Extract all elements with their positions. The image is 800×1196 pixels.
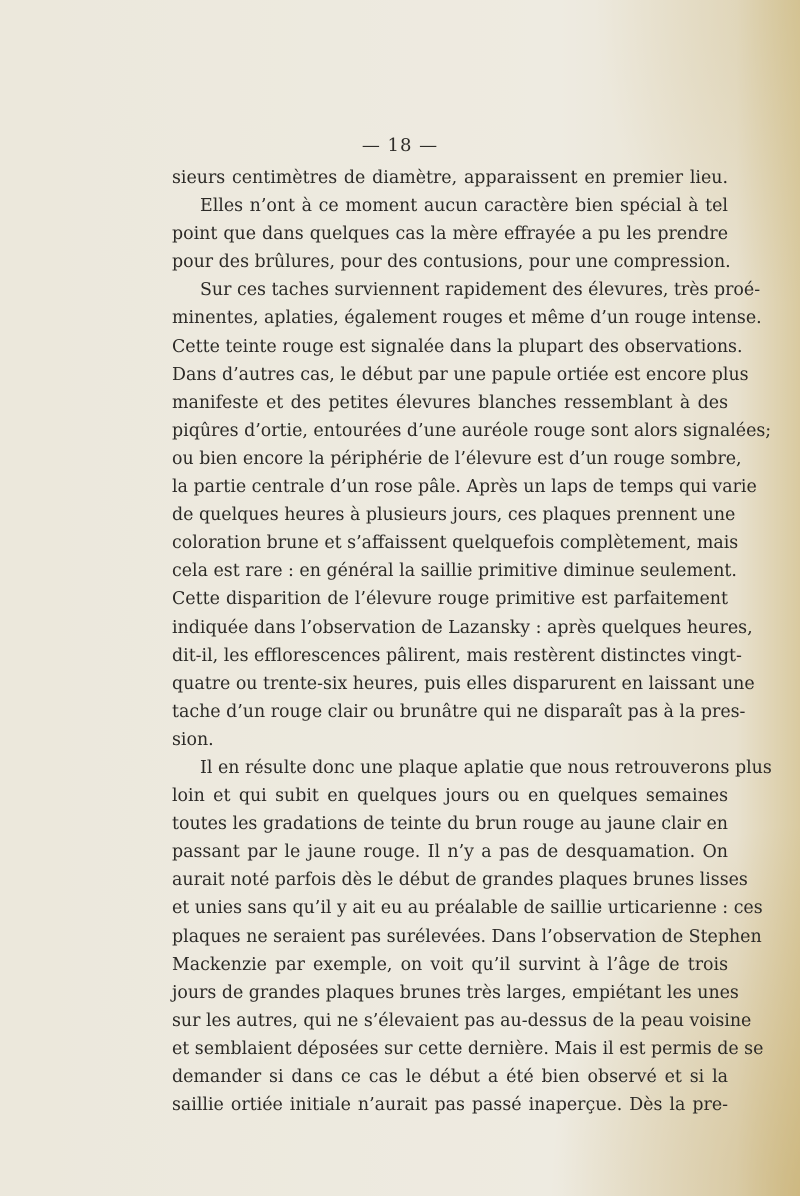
text-line: Mackenzie par exemple, on voit qu’il survint à l’âge de trois [172, 954, 728, 975]
text-line: Cette teinte rouge est signalée dans la plupart des observations. [172, 336, 743, 357]
text-line: point que dans quelques cas la mère effrayée a pu les prendre [172, 224, 728, 245]
page-number: — 18 — [361, 135, 439, 156]
text-line: piqûres d’ortie, entourées d’une auréole rouge sont alors signalées; [172, 420, 772, 441]
text-line: ou bien encore la périphérie de l’élevure est d’un rouge sombre, [172, 448, 742, 469]
text-line: Elles n’ont à ce moment aucun caractère bien spécial à tel [200, 196, 728, 217]
text-line: et unies sans qu’il y ait eu au préalable de saillie urticarienne : ces [172, 898, 763, 919]
text-line: de quelques heures à plusieurs jours, ces plaques prennent une [172, 505, 736, 526]
text-line: toutes les gradations de teinte du brun rouge au jaune clair en [172, 814, 728, 835]
text-line: jours de grandes plaques brunes très larges, empiétant les unes [172, 982, 739, 1003]
text-line: Dans d’autres cas, le début par une papule ortiée est encore plus [172, 364, 749, 385]
text-line: manifeste et des petites élevures blanches ressemblant à des [172, 392, 728, 413]
text-line: passant par le jaune rouge. Il n’y a pas de desquamation. On [172, 842, 728, 863]
text-line: pour des brûlures, pour des contusions, pour une compression. [172, 252, 731, 273]
text-line: demander si dans ce cas le début a été bien observé et si la [172, 1067, 728, 1087]
text-line: la partie centrale d’un rose pâle. Après un laps de temps qui varie [172, 477, 757, 498]
text-line: coloration brune et s’affaissent quelquefois complètement, mais [172, 533, 739, 554]
text-line: plaques ne seraient pas surélevées. Dans l’observation de Stephen [172, 926, 762, 947]
text-line: Il en résulte donc une plaque aplatie que nous retrouverons plus [200, 757, 772, 778]
text-line: sieurs centimètres de diamètre, apparaissent en premier lieu. [172, 168, 728, 188]
paragraph-2 [172, 276, 772, 754]
text-line: minentes, aplaties, également rouges et même d’un rouge intense. [172, 308, 762, 329]
text-line: indiquée dans l’observation de Lazansky : après quelques heures, [172, 617, 753, 638]
paragraph-1 [172, 164, 731, 276]
text-line: Cette disparition de l’élevure rouge primitive est parfaitement [172, 589, 728, 610]
text-line: loin et qui subit en quelques jours ou en quelques semaines [172, 786, 728, 807]
text-line: Sur ces taches surviennent rapidement des élevures, très proé- [200, 280, 761, 301]
text-line: tache d’un rouge clair ou brunâtre qui ne disparaît pas à la pres- [172, 701, 746, 722]
text-line: dit-il, les efflorescences pâlirent, mais restèrent distinctes vingt- [172, 645, 742, 666]
text-line: sion. [172, 729, 214, 750]
body-text [172, 164, 772, 1119]
text-line: quatre ou trente-six heures, puis elles disparurent en laissant une [172, 673, 755, 694]
text-line: sur les autres, qui ne s’élevaient pas au-dessus de la peau voisine [172, 1010, 752, 1031]
paragraph-3 [172, 754, 772, 1119]
text-line: et semblaient déposées sur cette dernière. Mais il est permis de se [172, 1038, 764, 1059]
text-line: aurait noté parfois dès le début de grandes plaques brunes lisses [172, 870, 748, 891]
text-line: cela est rare : en général la saillie primitive diminue seulement. [172, 561, 737, 582]
text-line: saillie ortiée initiale n’aurait pas passé inaperçue. Dès la pre- [172, 1095, 728, 1116]
